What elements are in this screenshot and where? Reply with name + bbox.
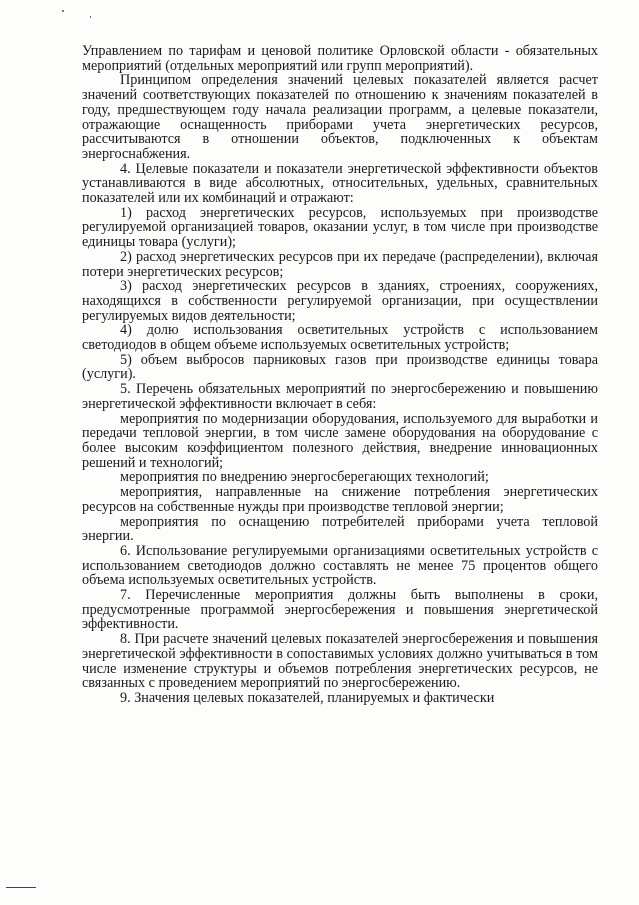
scan-speck	[62, 10, 64, 12]
measure-modernization: мероприятия по модернизации оборудования, используемого для выработки и передачи тепловой энергии, в том числе замене оборудования на оборудование с более высоким коэффициентом полезного действия, внедрение инновационных решений и технологий;	[82, 410, 598, 471]
subitem-1: 1) расход энергетических ресурсов, используемых при производстве регулируемой организацией товаров, оказании услуг, в том числе при производстве единицы товара (услуги);	[82, 204, 598, 251]
paragraph-item-8: 8. При расчете значений целевых показателей энергосбережения и повышения энергетической эффективности в сопоставимых условиях должно учитываться в том числе изменение структуры и объемов потребления энергетических ресурсов, не связанных с проведением мероприятий по энергосбережению.	[82, 631, 598, 692]
scan-speck	[90, 16, 91, 18]
paragraph-item-6: 6. Использование регулируемыми организациями осветительных устройств с использованием светодиодов должно составлять не менее 75 процентов общего объема используемых осветительных устройств.	[82, 542, 598, 589]
subitem-2: 2) расход энергетических ресурсов при их передаче (распределении), включая потери энергетических ресурсов;	[82, 248, 598, 280]
subitem-4: 4) долю использования осветительных устройств с использованием светодиодов в общем объеме используемых осветительных устройств;	[82, 322, 598, 354]
subitem-5: 5) объем выбросов парниковых газов при производстве единицы товара (услуги).	[82, 351, 598, 383]
measure-technologies: мероприятия по внедрению энергосберегающих технологий;	[120, 469, 489, 486]
paragraph-item-5: 5. Перечень обязательных мероприятий по энергосбережению и повышению энергетической эффективности включает в себя:	[82, 381, 598, 412]
measure-metering: мероприятия по оснащению потребителей приборами учета тепловой энергии.	[82, 513, 598, 545]
measure-own-needs: мероприятия, направленные на снижение потребления энергетических ресурсов на собственные нужды при производстве тепловой энергии;	[82, 484, 598, 515]
paragraph-principle: Принципом определения значений целевых показателей является расчет значений соответствующих показателей по отношению к значениям показателей в году, предшествующем году начала реализации программ, а целевые показатели, отражающие оснащенность приборами учета энергетических ресурсов, рассчитываются в отношении объектов, подключенных к объектам энергоснабжения.	[82, 72, 598, 162]
paragraph-item-9: 9. Значения целевых показателей, планируемых и фактически	[120, 689, 495, 706]
paragraph-item-7: 7. Перечисленные мероприятия должны быть выполнены в сроки, предусмотренные программой энергосбережения и повышения энергетической эффективности.	[82, 587, 598, 633]
scan-edge-line	[6, 887, 36, 888]
document-body	[82, 44, 598, 706]
paragraph-item-4: 4. Целевые показатели и показатели энергетической эффективности объектов устанавливаются в виде абсолютных, относительных, удельных, сравнительных показателей или их комбинаций и отражают:	[82, 160, 598, 207]
subitem-3: 3) расход энергетических ресурсов в зданиях, строениях, сооружениях, находящихся в собственности регулируемой организации, при осуществлении регулируемых видов деятельности;	[82, 278, 598, 324]
paragraph-continuation: Управлением по тарифам и ценовой политике Орловской области - обязательных мероприятий (отдельных мероприятий или групп мероприятий).	[82, 43, 598, 74]
